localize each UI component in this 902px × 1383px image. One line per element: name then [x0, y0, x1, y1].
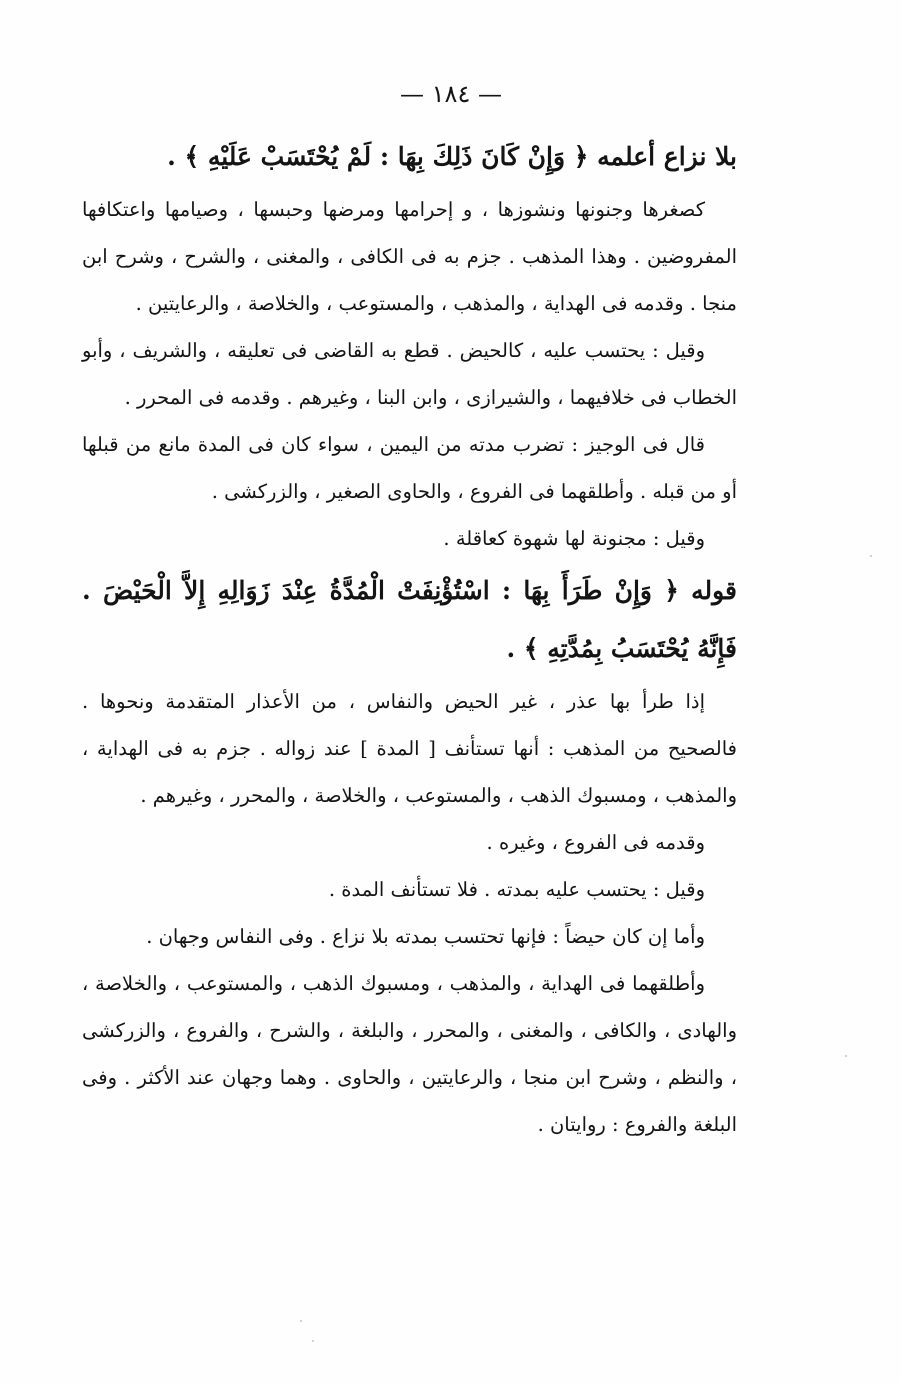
- quran-verse-heading: بلا نزاع أعلمه ﴿ وَإِنْ كَانَ ذَلِكَ بِهَا : لَمْ يُحْتَسَبْ عَلَيْهِ ﴾ .: [167, 142, 737, 171]
- paragraph: وقيل : يحتسب عليه بمدته . فلا تستأنف المدة .: [328, 878, 705, 901]
- paragraph: إذا طرأ بها عذر ، غير الحيض والنفاس ، من الأعذار المتقدمة ونحوها . فالصحيح من المذهب : أنها تستأنف [ المدة ] عند زواله . جزم به فى الهداية ، والمذهب ، ومسبوك الذهب ، والمستوعب ، والخلاصة ، والمحرر ، وغيرهم .: [82, 690, 737, 807]
- scan-speckle: [312, 1340, 314, 1342]
- page-number: — ١٨٤ —: [400, 80, 502, 108]
- paragraph: وقدمه فى الفروع ، وغيره .: [486, 831, 705, 854]
- paragraph: وأما إن كان حيضاً : فإنها تحتسب بمدته بلا نزاع . وفى النفاس وجهان .: [146, 925, 705, 948]
- quran-verse-heading: قوله ﴿ وَإِنْ طَرَأَ بِهَا : اسْتُؤْنِفَتْ الْمُدَّةُ عِنْدَ زَوَالِهِ إِلاَّ الْحَيْضَ . فَإِنَّهُ يُحْتَسَبُ بِمُدَّتِهِ ﴾ .: [82, 576, 737, 663]
- paragraph: وقيل : يحتسب عليه ، كالحيض . قطع به القاضى فى تعليقه ، والشريف ، وأبو الخطاب فى خلافيهما ، والشيرازى ، وابن البنا ، وغيرهم . وقدمه فى المحرر .: [82, 339, 737, 409]
- paragraph: قال فى الوجيز : تضرب مدته من اليمين ، سواء كان فى المدة مانع من قبلها أو من قبله . وأطلقهما فى الفروع ، والحاوى الصغير ، والزركشى .: [82, 433, 737, 503]
- scan-speckle: [300, 1320, 302, 1322]
- body-text: [82, 128, 737, 1148]
- paragraph: وقيل : مجنونة لها شهوة كعاقلة .: [443, 527, 705, 550]
- paragraph: وأطلقهما فى الهداية ، والمذهب ، ومسبوك الذهب ، والمستوعب ، والخلاصة ، والهادى ، والكافى ، والمغنى ، والمحرر ، والبلغة ، والشرح ، والفروع ، والزركشى ، والنظم ، وشرح ابن منجا ، والرعايتين ، والحاوى . وهما وجهان عند الأكثر . وفى البلغة والفروع : روايتان .: [82, 972, 737, 1136]
- scan-speckle: [845, 1055, 847, 1057]
- scan-speckle: [870, 555, 872, 557]
- paragraph: كصغرها وجنونها ونشوزها ، و إحرامها ومرضها وحبسها ، وصيامها واعتكافها المفروضين . وهذا المذهب . جزم به فى الكافى ، والمغنى ، والشرح ، وشرح ابن منجا . وقدمه فى الهداية ، والمذهب ، والمستوعب ، والخلاصة ، والرعايتين .: [82, 198, 737, 315]
